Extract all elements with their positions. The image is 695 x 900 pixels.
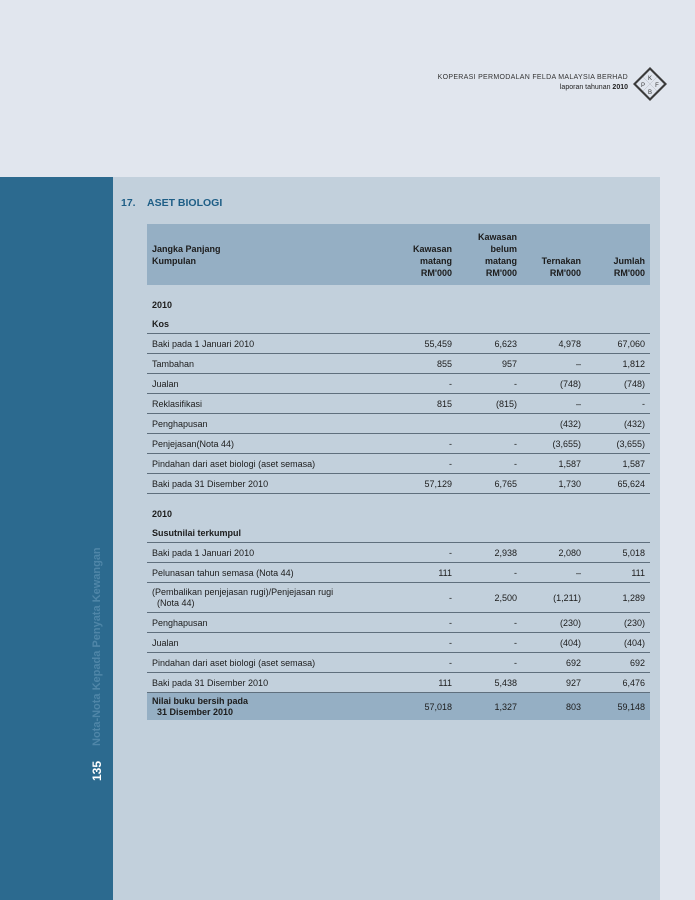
row-value: (3,655) — [552, 438, 581, 449]
table-row — [147, 693, 650, 720]
table-header — [147, 224, 650, 285]
row-value: (230) — [623, 617, 645, 628]
row-label: Pindahan dari aset biologi (aset semasa) — [152, 657, 316, 668]
page-header — [0, 0, 695, 177]
row-value: 803 — [565, 701, 581, 712]
kpf-logo-icon — [632, 66, 668, 102]
table-row — [147, 474, 650, 494]
logo-letter: B — [647, 90, 653, 96]
row-value: - — [449, 617, 452, 628]
row-label: Baki pada 31 Disember 2010 — [152, 677, 269, 688]
row-value: - — [449, 547, 452, 558]
row-value: 67,060 — [617, 338, 645, 349]
column-header-total: Jumlah RM'000 — [613, 256, 645, 278]
row-value: 957 — [501, 358, 517, 369]
row-value: 4,978 — [558, 338, 581, 349]
logo-letter: K — [647, 76, 653, 82]
row-value: 57,129 — [424, 478, 452, 489]
row-value: - — [449, 592, 452, 603]
row-value: - — [449, 458, 452, 469]
row-value: (432) — [623, 418, 645, 429]
table-row — [147, 613, 650, 633]
table-row — [147, 354, 650, 374]
row-value: 1,730 — [558, 478, 581, 489]
row-value: 815 — [436, 398, 452, 409]
row-value: (748) — [559, 378, 581, 389]
row-value: – — [575, 398, 581, 409]
row-value: (3,655) — [616, 438, 645, 449]
row-value: 692 — [565, 657, 581, 668]
row-label: Nilai buku bersih pada 31 Disember 2010 — [152, 695, 249, 717]
row-value: - — [642, 398, 645, 409]
table-row — [147, 673, 650, 693]
row-value: (748) — [623, 378, 645, 389]
row-value: (404) — [559, 637, 581, 648]
row-value: 55,459 — [424, 338, 452, 349]
right-margin — [660, 177, 695, 900]
row-value: – — [575, 358, 581, 369]
section-title — [121, 197, 222, 209]
row-value: - — [514, 378, 517, 389]
row-value: 5,018 — [622, 547, 645, 558]
row-label: Tambahan — [152, 358, 195, 369]
row-value: (230) — [559, 617, 581, 628]
row-value: 1,587 — [622, 458, 645, 469]
column-header-livestock: Ternakan RM'000 — [541, 256, 581, 278]
page-number: 135 — [90, 760, 104, 781]
table-row — [147, 563, 650, 583]
row-label: Baki pada 1 Januari 2010 — [152, 547, 255, 558]
row-value: 2,938 — [494, 547, 517, 558]
row-label: Baki pada 1 Januari 2010 — [152, 338, 255, 349]
table-row — [147, 633, 650, 653]
row-value: (815) — [495, 398, 517, 409]
row-value: 1,289 — [622, 592, 645, 603]
sidebar-title: Nota-Nota Kepada Penyata Kewangan — [91, 547, 103, 746]
row-value: - — [449, 438, 452, 449]
year-heading: 2010 — [152, 299, 173, 310]
biological-assets-table — [147, 224, 650, 720]
table-row — [147, 454, 650, 474]
column-header-immature: Kawasan belum matang RM'000 — [477, 232, 517, 278]
row-value: - — [449, 637, 452, 648]
row-label: (Pembalikan penjejasan rugi)/Penjejasan rugi (Nota 44) — [152, 586, 334, 608]
row-value: 111 — [631, 567, 645, 578]
row-value: 65,624 — [617, 478, 645, 489]
row-label: Penghapusan — [152, 418, 208, 429]
row-label: Pindahan dari aset biologi (aset semasa) — [152, 458, 316, 469]
row-value: - — [514, 657, 517, 668]
row-value: 855 — [436, 358, 452, 369]
logo-letter: P — [640, 83, 646, 89]
row-value: 59,148 — [617, 701, 645, 712]
row-value: (404) — [623, 637, 645, 648]
row-label: Jualan — [152, 637, 179, 648]
year-heading: 2010 — [152, 508, 173, 519]
report-title: laporan tahunan 2010 — [559, 84, 628, 91]
row-label: Baki pada 31 Disember 2010 — [152, 478, 269, 489]
row-value: 6,476 — [622, 677, 645, 688]
row-value: 6,765 — [494, 478, 517, 489]
row-value: - — [449, 657, 452, 668]
table-row — [147, 334, 650, 354]
row-value: 1,812 — [622, 358, 645, 369]
row-value: 2,080 — [558, 547, 581, 558]
table-row — [147, 434, 650, 454]
table-row — [147, 653, 650, 673]
row-value: 6,623 — [494, 338, 517, 349]
row-value: - — [449, 378, 452, 389]
table-row — [147, 374, 650, 394]
row-value: (432) — [559, 418, 581, 429]
row-label: Penghapusan — [152, 617, 208, 628]
row-value: 57,018 — [424, 701, 452, 712]
group-heading: Kos — [147, 314, 650, 334]
row-value: 692 — [629, 657, 645, 668]
row-value: 111 — [438, 677, 452, 688]
header-label: Jangka Panjang Kumpulan — [152, 244, 221, 266]
row-value: (1,211) — [553, 592, 581, 603]
table-row — [147, 543, 650, 563]
section-title-text: ASET BIOLOGI — [147, 197, 223, 209]
group-heading: Susutnilai terkumpul — [147, 523, 650, 543]
row-value: - — [514, 617, 517, 628]
row-value: 1,327 — [494, 701, 517, 712]
row-value: 5,438 — [494, 677, 517, 688]
row-value: 927 — [565, 677, 581, 688]
row-value: 111 — [438, 567, 452, 578]
row-label: Pelunasan tahun semasa (Nota 44) — [152, 567, 294, 578]
row-value: - — [514, 567, 517, 578]
column-header-mature: Kawasan matang RM'000 — [412, 244, 452, 278]
row-value: - — [514, 458, 517, 469]
table-row — [147, 394, 650, 414]
organization-name: KOPERASI PERMODALAN FELDA MALAYSIA BERHAD — [437, 74, 628, 81]
sidebar — [0, 177, 113, 900]
table-body — [147, 285, 650, 720]
section-number: 17. — [121, 197, 136, 209]
row-label: Penjejasan(Nota 44) — [152, 438, 235, 449]
logo-letter: F — [655, 83, 659, 89]
row-value: - — [514, 438, 517, 449]
row-value: – — [575, 567, 581, 578]
table-row — [147, 583, 650, 613]
row-label: Jualan — [152, 378, 179, 389]
row-value: 2,500 — [494, 592, 517, 603]
row-value: - — [514, 637, 517, 648]
row-label: Reklasifikasi — [152, 398, 203, 409]
table-row — [147, 414, 650, 434]
row-value: 1,587 — [558, 458, 581, 469]
